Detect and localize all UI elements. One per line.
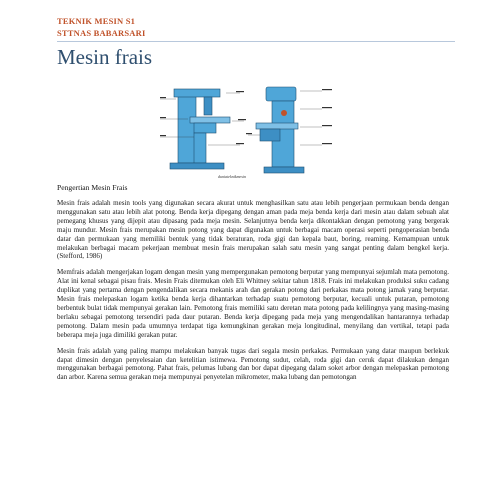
org-line-2: STTNAS BABARSARI: [57, 28, 146, 38]
milling-machine-figure: [160, 79, 336, 181]
paragraph-3: Mesin frais adalah yang paling mampu melakukan banyak tugas dari segala mesin perkakas. Permukaan yang datar maupun berlekuk dapat dimesin dengan penyelesaian dan ketelitian istimewa. Pemotong sudut, celah, roda gigi dan ceruk dapat dilakukan dengan menggunakan berbagai pemotong. Pahat frais, pelumas lubang dan bor dapat dipegang dalam soket arbor dengan melepaskan pemotong dan arbor. Karena semua gerakan meja mempunyai penyetelan mikrometer, maka lubang dan pemotongan: [57, 346, 449, 382]
org-line-1: TEKNIK MESIN S1: [57, 16, 136, 26]
body-text: [57, 199, 449, 389]
paragraph-2: Memfrais adalah mengerjakan logam dengan mesin yang mempergunakan pemotong berputar yang mempunyai sejumlah mata pemotong. Alat ini kenal sebagai pisau frais. Mesin Frais ditemukan oleh Eli Whitney sekitar tahun 1818. Frais ini melakukan produksi suku cadang duplikat yang pertama dengan pengendalikan secara mekanis arah dan gerakan potong dari perkakas mata potong jamak yang berputar. Mesin frais melepaskan logam ketika benda kerja dihantarkan terhadap suatu pemotong berputar, kecuali untuk putaran, pemotong berbentuk bulat tidak mempunyai gerakan lain. Pemotong frais memiliki satu deretan mata potong pada kelilingnya yang masing-masing berlaku sebagai pemotong tersendiri pada daur putaran. Benda kerja dipegang pada meja yang mengendalikan hantarannya terhadap pemotong. Dalam mesin pada umumnya terdapat tiga kemungkinan gerakan meja longitudinal, menyilang dan vertikal, tetapi pada beberapa meja juga dimiliki gerakan putar.: [57, 268, 449, 339]
paragraph-1: Mesin frais adalah mesin tools yang digunakan secara akurat untuk menghasilkan satu atau lebih pengerjaan permukaan benda dengan menggunakan satu atau lebih alat potong. Benda kerja dipegang dengan aman pada meja benda kerja dari mesin atau dalam sebuah alat pemegang khusus yang dijepit atau dipasang pada meja mesin. Selanjutnya benda kerja dikontakkan dengan pemotong yang bergerak maju mundur. Mesin frais merupakan mesin potong yang dapat digunakan untuk berbagai macam operasi seperti pengoperasian benda datar dan permukaan yang memiliki bentuk yang tidak beraturan, roda gigi dan kepala baut, boring, reaming. Kemampuan untuk melakukan berbagai macam pekerjaan membuat mesin frais merupakan salah satu mesin yang sangat penting dalam bengkel kerja. (Stefford, 1986): [57, 199, 449, 261]
section-heading: Pengertian Mesin Frais: [57, 183, 128, 192]
header-divider: [57, 41, 455, 42]
page-title: Mesin frais: [57, 45, 153, 69]
figure-caption: duniateknikmesin: [218, 174, 246, 179]
